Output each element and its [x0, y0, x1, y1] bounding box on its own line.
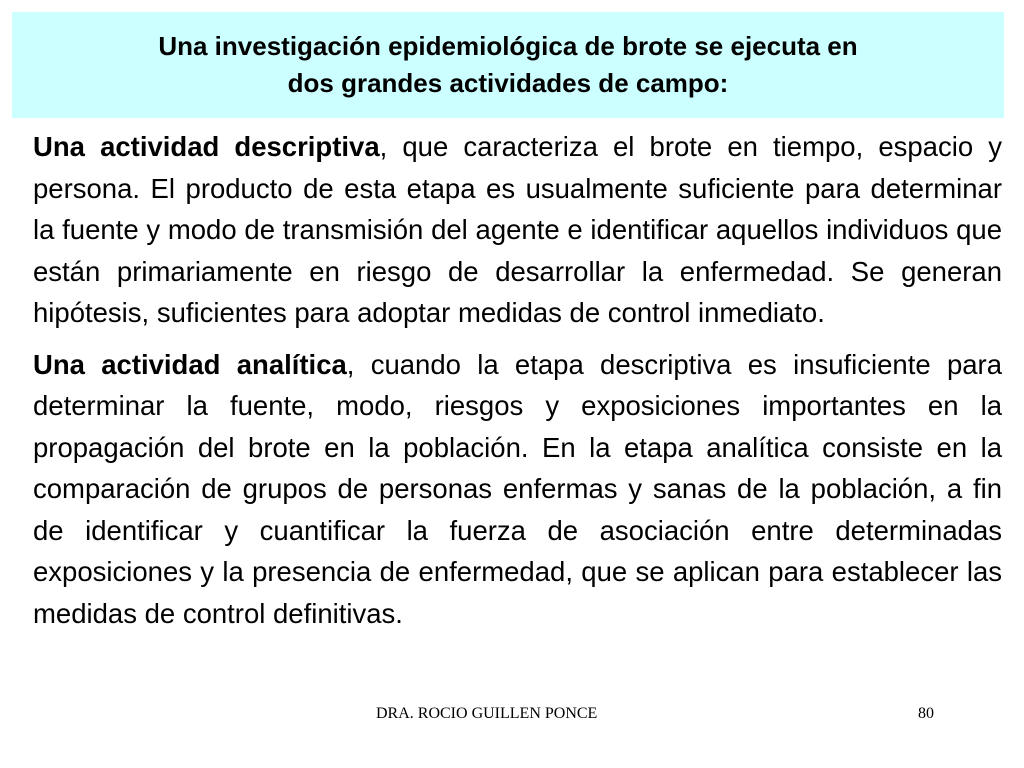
paragraph-lead-descriptive: Una actividad descriptiva — [33, 131, 380, 162]
slide-body — [33, 126, 1002, 634]
paragraph-analytical-activity — [33, 344, 1002, 635]
title-banner — [12, 12, 1004, 118]
page-number: 80 — [918, 705, 934, 722]
paragraph-descriptive-activity — [33, 126, 1002, 334]
slide-title-line-2: dos grandes actividades de campo: — [287, 68, 729, 98]
paragraph-lead-analytical: Una actividad analítica — [33, 348, 347, 380]
footer-author: DRA. ROCIO GUILLEN PONCE — [376, 705, 598, 722]
slide-title-line-1: Una investigación epidemiológica de brote se ejecuta en — [158, 31, 858, 61]
slide-footer — [0, 705, 1024, 725]
slide-title — [28, 28, 988, 102]
paragraph-text-analytical: , cuando la etapa descriptiva es insuficiente para determinar la fuente, modo, riesgos y exposiciones importantes en la propagación del brote en la población. En la etapa analítica consiste en la comparación de grupos de personas enfermas y sanas de la población, a fin de identificar y cuantificar la fuerza de asociación entre determinadas exposiciones y la presencia de enfermedad, que se aplican para establecer las medidas de control definitivas. — [33, 348, 1002, 629]
paragraph-text-descriptive: , que caracteriza el brote en tiempo, espacio y persona. El producto de esta etapa es usualmente suficiente para determinar la fuente y modo de transmisión del agente e identificar aquellos individuos que están primariamente en riesgo de desarrollar la enfermedad. Se generan hipótesis, suficientes para adoptar medidas de control inmediato. — [33, 131, 1003, 328]
